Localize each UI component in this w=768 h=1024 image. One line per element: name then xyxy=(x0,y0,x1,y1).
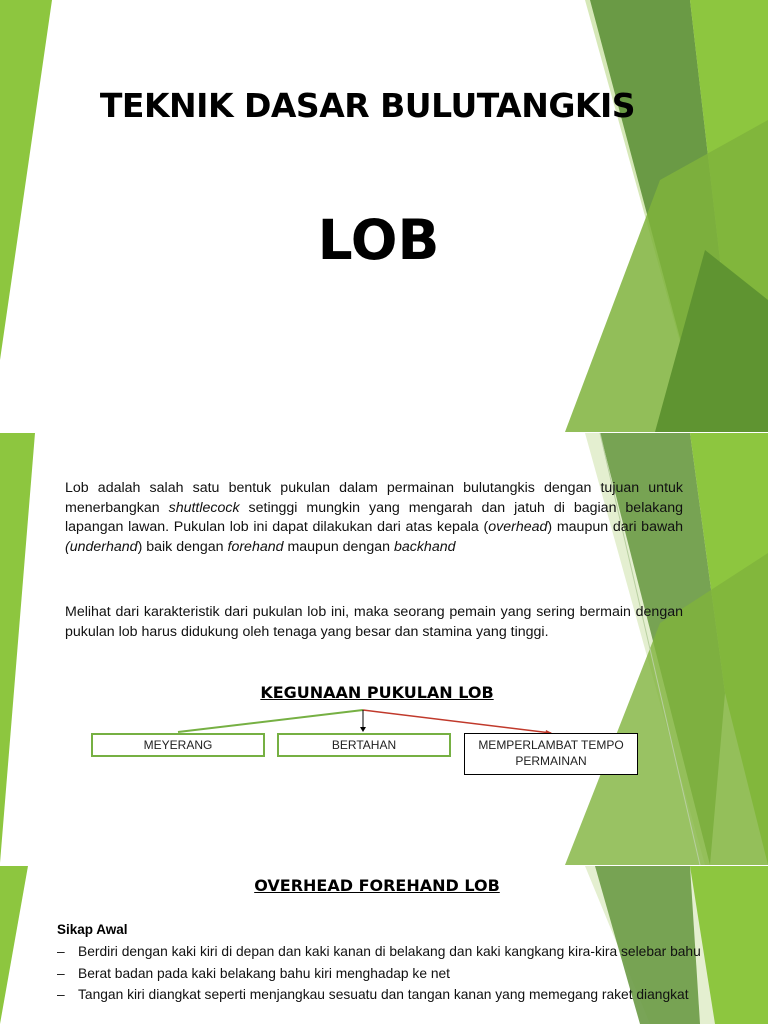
stance-list xyxy=(57,942,719,1007)
overhead-forehand-heading: OVERHEAD FOREHAND LOB xyxy=(254,876,500,895)
uses-heading: KEGUNAAN PUKULAN LOB xyxy=(260,683,494,702)
para-italic: shuttlecock xyxy=(168,499,240,516)
para-text: Lob adalah salah satu bentuk pukulan dalam permainan bulutangkis dengan tujuan untuk menerbangkan xyxy=(65,480,683,516)
initial-stance-subheading: Sikap Awal xyxy=(57,922,128,937)
slide-subtitle-lob: LOB xyxy=(317,208,440,272)
connector-left xyxy=(178,710,363,732)
list-item-text: Berdiri dengan kaki kiri di depan dan kaki kanan di belakang dan kaki kangkang kira-kira selebar bahu xyxy=(78,944,701,959)
para-text: ) baik dengan xyxy=(137,538,228,555)
para-italic: overhead xyxy=(488,519,548,535)
list-item xyxy=(57,942,719,963)
slide-title xyxy=(0,0,768,432)
list-item-text: Tangan kiri diangkat seperti menjangkau sesuatu dan tangan kanan yang memegang raket diangkat xyxy=(78,987,689,1002)
para-text: setinggi mungkin yang mengarah dan jatuh di bagian belakang lapangan lawan. Pukulan lob ini dapat dilakukan dari atas kepala ( xyxy=(65,499,684,535)
list-item-text: Berat badan pada kaki belakang bahu kiri menghadap ke net xyxy=(78,965,451,981)
connector-right xyxy=(363,710,551,733)
slide-title-text: TEKNIK DASAR BULUTANGKIS xyxy=(99,86,636,125)
dash-bullet: – xyxy=(57,965,65,981)
list-item xyxy=(57,985,719,1006)
arrowhead-center xyxy=(360,727,366,732)
para-italic: backhand xyxy=(393,538,456,555)
dash-bullet: – xyxy=(57,944,65,959)
para-italic: forehand xyxy=(227,538,284,555)
box-menyerang: MEYERANG xyxy=(91,733,265,757)
left-green-shape xyxy=(0,0,52,360)
para-text: maupun dengan xyxy=(283,538,394,555)
diagram-connectors xyxy=(0,433,768,865)
dash-bullet: – xyxy=(57,987,65,1002)
box-bertahan: BERTAHAN xyxy=(277,733,451,757)
para-text: ) maupun dari bawah xyxy=(547,519,683,535)
list-item xyxy=(57,964,719,985)
para-italic: (underhand xyxy=(65,538,138,555)
slide-overhead-forehand-lob xyxy=(0,866,768,1024)
characteristic-paragraph: Melihat dari karakteristik dari pukulan lob ini, maka seorang pemain yang sering bermain dengan pukulan lob harus didukung oleh tenaga yang besar dan stamina yang tinggi. xyxy=(65,604,683,640)
box-memperlambat-tempo: MEMPERLAMBAT TEMPO PERMAINAN xyxy=(464,733,638,775)
slide-definition xyxy=(0,433,768,865)
